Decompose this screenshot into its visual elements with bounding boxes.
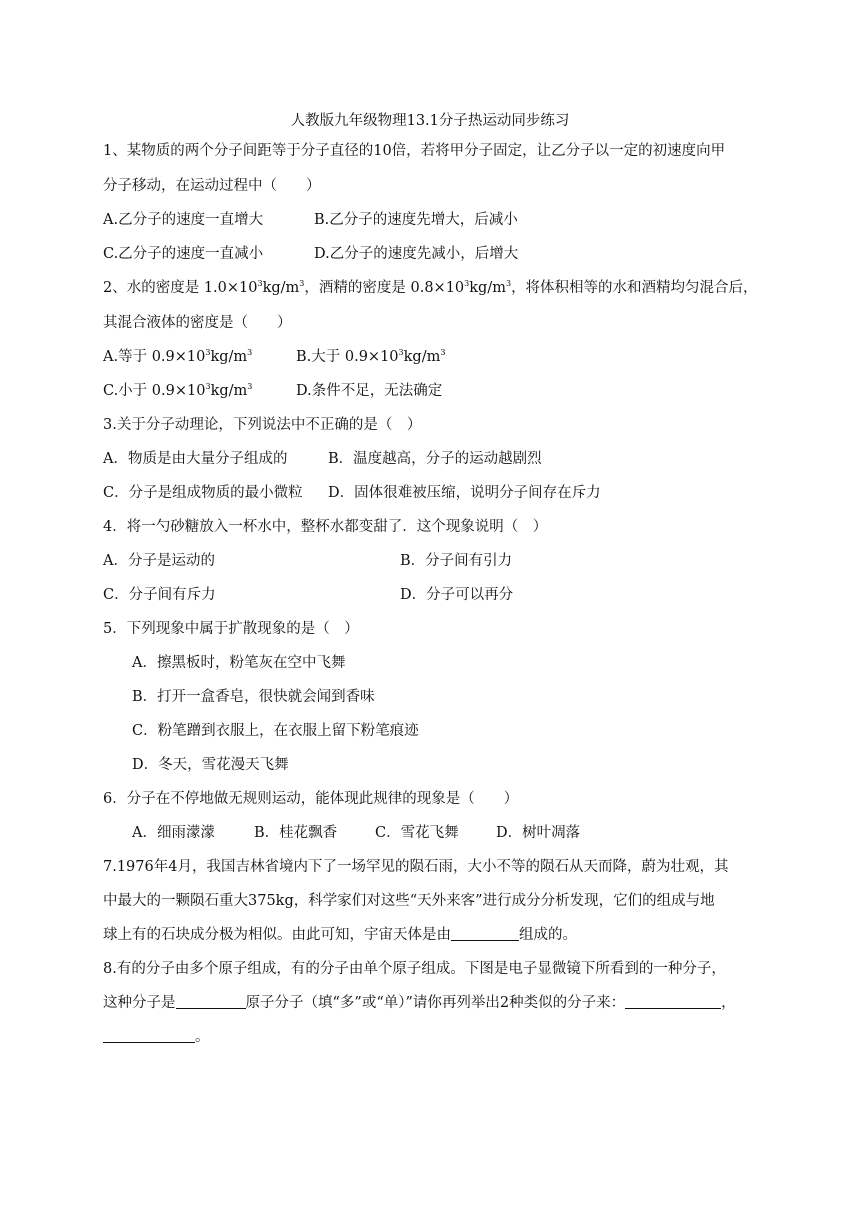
exponent: 3 <box>247 382 253 392</box>
q5-option-c: C．粉笔蹭到衣服上，在衣服上留下粉笔痕迹 <box>132 723 419 739</box>
q2-option-b <box>296 347 445 367</box>
q8-line2-text-a: 这种分子是 <box>103 995 176 1011</box>
q7-line1: 7.1976年4月，我国吉林省境内下了一场罕见的陨石雨，大小不等的陨石从天而降，蔚为壮观，其 <box>103 859 729 875</box>
q4-stem: 4．将一勺砂糖放入一杯水中，整杯水都变甜了．这个现象说明（ ） <box>103 519 548 535</box>
q1-option-a: A.乙分子的速度一直增大 <box>103 212 264 228</box>
q2-stem-part-a: 2、水的密度是 1.0×10 <box>103 280 258 296</box>
q1-stem-line2: 分子移动，在运动过程中（ ） <box>103 178 321 194</box>
q7-line2: 中最大的一颗陨石重大375kg，科学家们对这些“天外来客”进行成分分析发现，它们的组成与地 <box>103 893 715 909</box>
q2-option-d: D.条件不足，无法确定 <box>296 383 443 399</box>
exponent: 3 <box>505 279 512 289</box>
exponent: 3 <box>440 348 446 358</box>
q2-option-c-text: C.小于 0.9×10 <box>103 383 206 399</box>
q3-option-a: A．物质是由大量分子组成的 <box>103 451 288 467</box>
q8-line3-end: 。 <box>195 1029 210 1045</box>
q3-stem: 3.关于分子动理论，下列说法中不正确的是（ ） <box>103 417 422 433</box>
q2-stem-part-c: ，酒精的密度是 0.8×10 <box>304 280 465 296</box>
q4-option-d: D．分子可以再分 <box>400 587 514 603</box>
q2-option-b-text: B.大于 0.9×10 <box>296 349 399 365</box>
exponent: 3 <box>398 348 404 358</box>
q6-stem: 6．分子在不停地做无规则运动，能体现此规律的现象是（ ） <box>103 791 519 807</box>
q5-stem: 5．下列现象中属于扩散现象的是（ ） <box>103 621 359 637</box>
q8-line2-text-b: 原子分子（填“多”或“单）”请你再列举出2种类似的分子来： <box>245 995 626 1011</box>
exponent: 3 <box>205 348 211 358</box>
exponent: 3 <box>205 382 211 392</box>
q6-option-c: C．雪花飞舞 <box>375 825 459 841</box>
q7-line3 <box>103 925 577 945</box>
unit: kg/m <box>210 349 248 365</box>
exponent: 3 <box>299 279 305 289</box>
exponent: 3 <box>257 279 263 289</box>
q4-option-b: B．分子间有引力 <box>400 553 513 569</box>
q3-option-c: C．分子是组成物质的最小微粒 <box>103 485 303 501</box>
q1-option-d: D.乙分子的速度先减小，后增大 <box>314 246 519 262</box>
q8-answer-blank-1[interactable] <box>176 994 246 1009</box>
q6-option-d: D．树叶凋落 <box>496 825 581 841</box>
q2-option-a <box>103 347 252 367</box>
q2-stem-part-d: kg/m <box>469 280 506 296</box>
q3-option-d: D．固体很难被压缩，说明分子间存在斥力 <box>328 485 601 501</box>
q6-option-b: B．桂花飘香 <box>254 825 338 841</box>
q8-answer-blank-3[interactable] <box>103 1028 195 1043</box>
q2-option-c <box>103 381 252 401</box>
q7-answer-blank[interactable] <box>451 926 519 941</box>
q8-line1: 8.有的分子由多个原子组成，有的分子由单个原子组成。下图是电子显微镜下所看到的一种分子， <box>103 961 726 977</box>
q8-line2 <box>103 993 736 1013</box>
q3-option-b: B．温度越高，分子的运动越剧烈 <box>328 451 542 467</box>
q5-option-a: A．擦黑板时，粉笔灰在空中飞舞 <box>132 655 346 671</box>
q1-stem-line1: 1、某物质的两个分子间距等于分子直径的10倍，若将甲分子固定，让乙分子以一定的初速度向甲 <box>103 143 726 159</box>
q1-option-c: C.乙分子的速度一直减小 <box>103 246 264 262</box>
q2-stem-part-b: kg/m <box>262 280 300 296</box>
q7-line3-text: 球上有的石块成分极为相似。由此可知，宇宙天体是由 <box>103 927 451 943</box>
q8-line3 <box>103 1027 210 1047</box>
q6-option-a: A．细雨濛濛 <box>132 825 215 841</box>
q2-stem-part-e: ，将体积相等的水和酒精均匀混合后， <box>511 280 758 296</box>
q8-line2-comma: ， <box>721 995 736 1011</box>
q5-option-b: B．打开一盒香皂，很快就会闻到香味 <box>132 689 375 705</box>
q2-option-a-text: A.等于 0.9×10 <box>103 349 206 365</box>
q2-stem-line1 <box>103 278 758 298</box>
q4-option-a: A．分子是运动的 <box>103 553 215 569</box>
q5-option-d: D．冬天，雪花漫天飞舞 <box>132 757 289 773</box>
q1-option-b: B.乙分子的速度先增大，后减小 <box>314 212 518 228</box>
exponent: 3 <box>247 348 253 358</box>
unit: kg/m <box>210 383 248 399</box>
q8-answer-blank-2[interactable] <box>625 994 721 1009</box>
exponent: 3 <box>464 279 470 289</box>
unit: kg/m <box>403 349 441 365</box>
q2-stem-line2: 其混合液体的密度是（ ） <box>103 315 292 331</box>
q7-line3-end: 组成的。 <box>519 927 577 943</box>
page-title: 人教版九年级物理13.1分子热运动同步练习 <box>290 113 570 129</box>
q4-option-c: C．分子间有斥力 <box>103 587 216 603</box>
